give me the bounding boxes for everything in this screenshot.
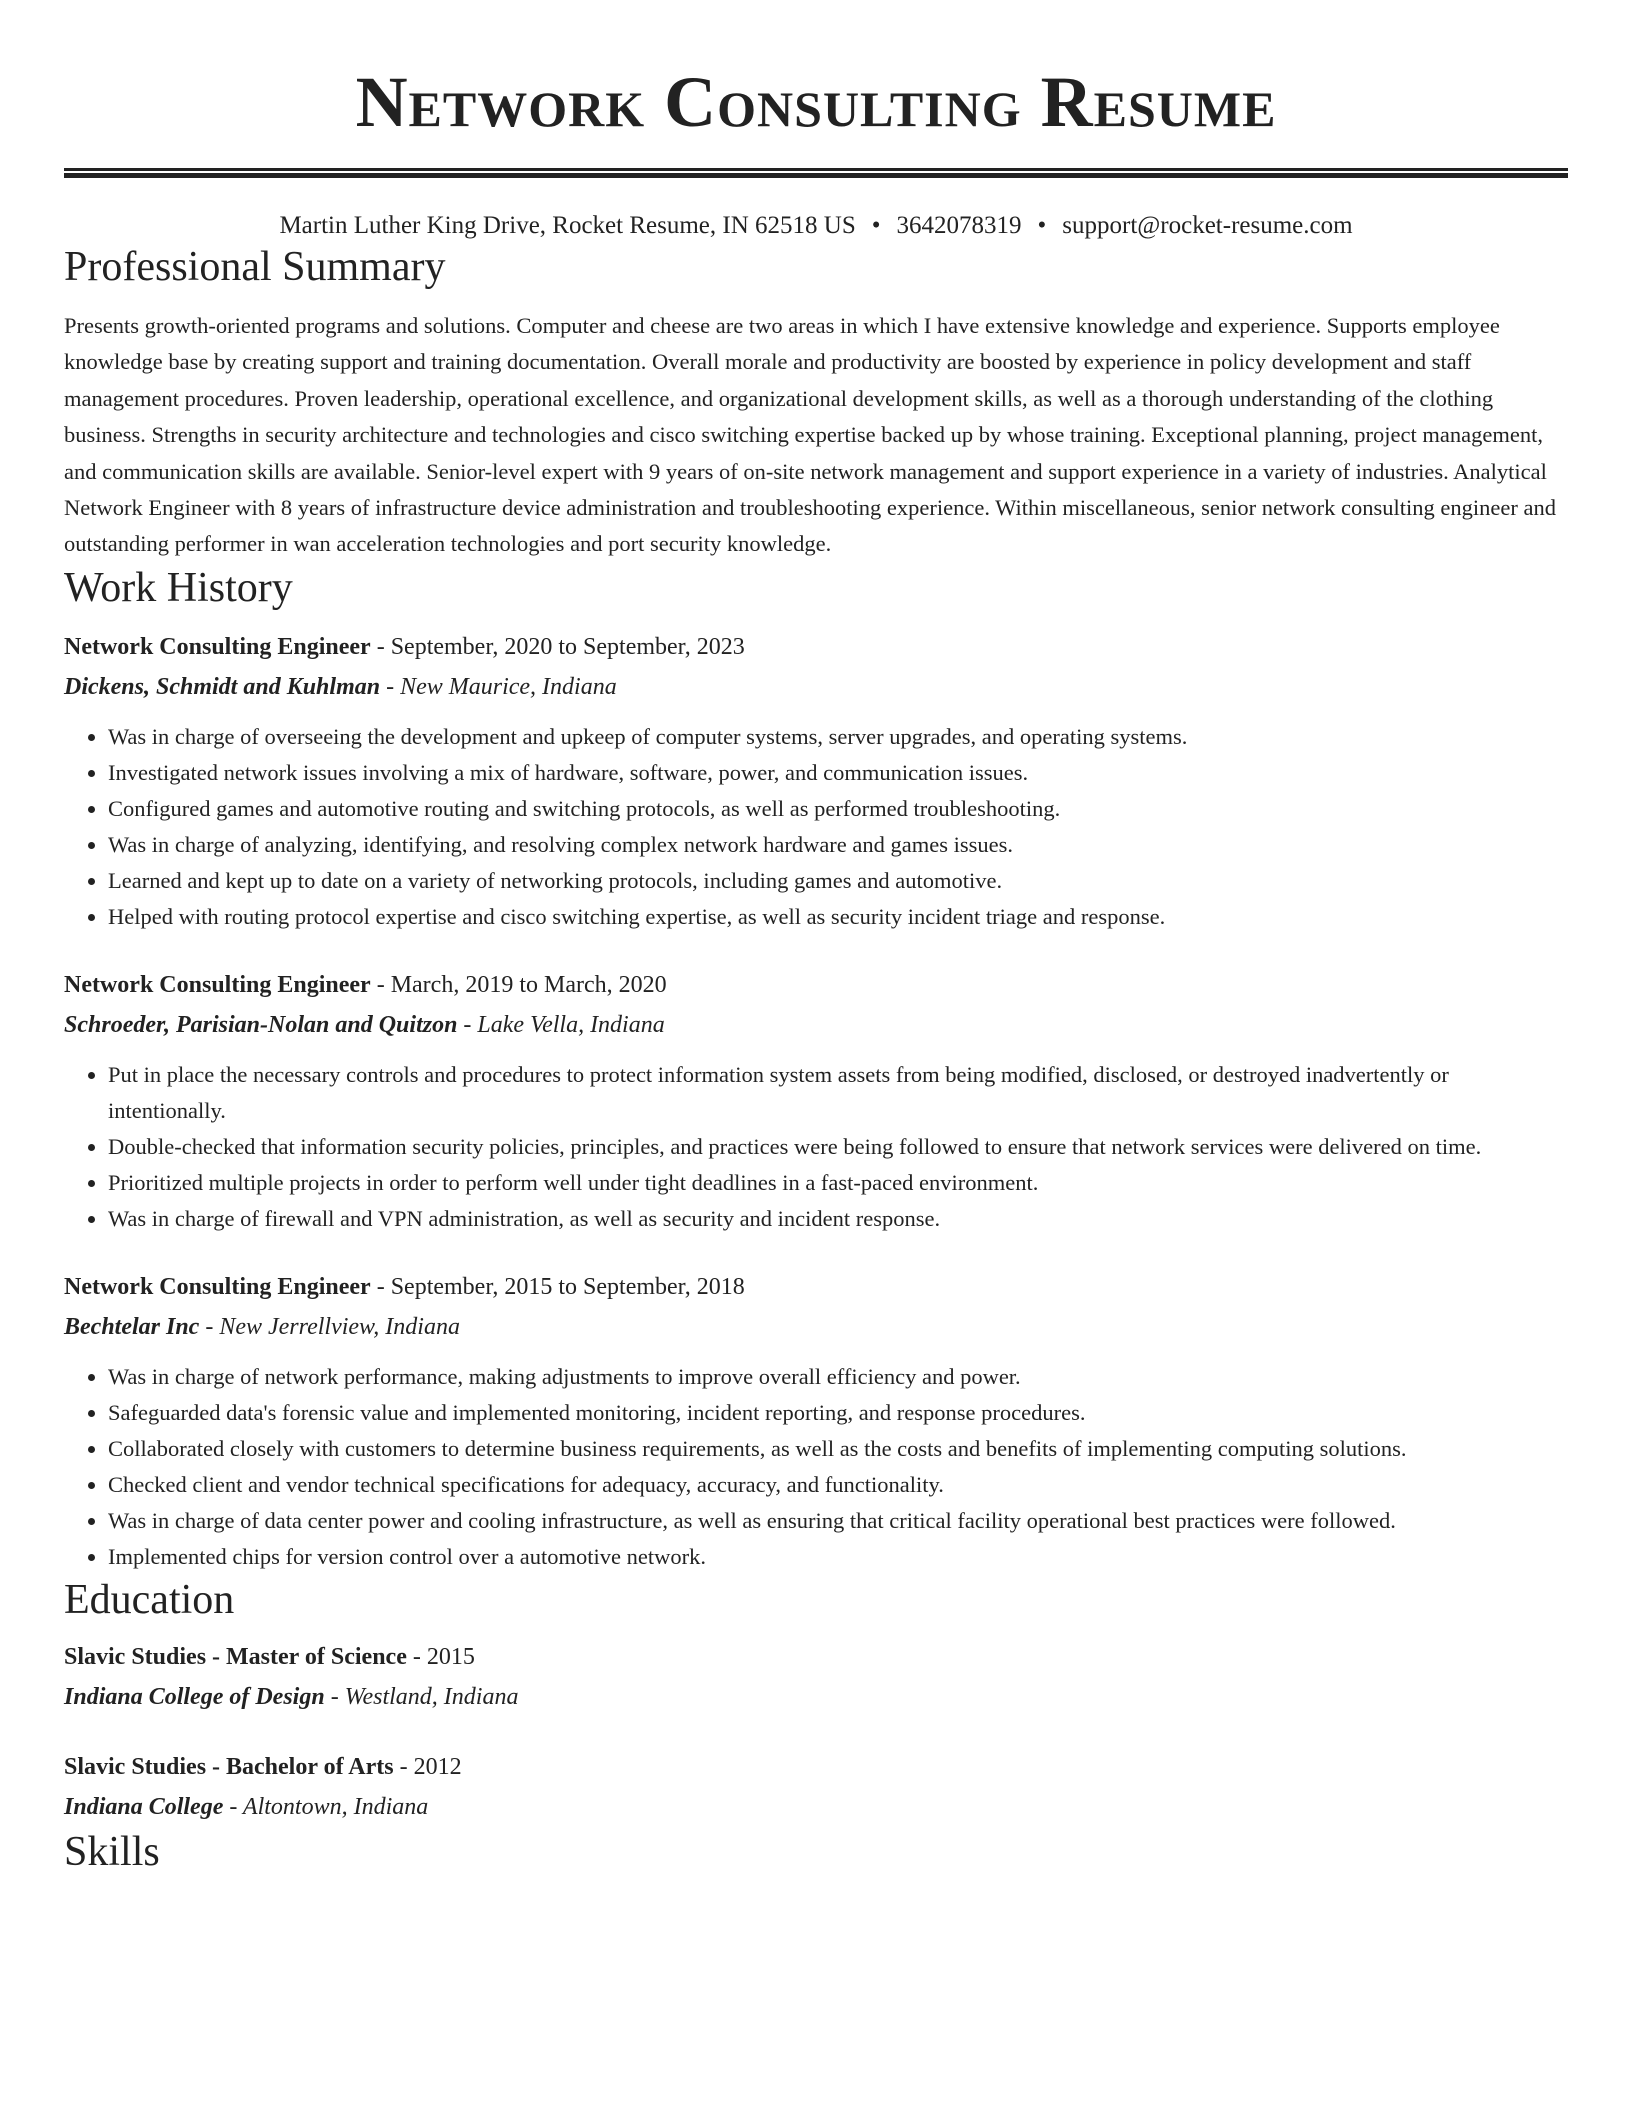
- job-title: Network Consulting Engineer: [64, 633, 371, 660]
- job-bullet: • Investigated network issues involving a mix of hardware, software, power, and communication issues.: [108, 755, 1568, 791]
- education-school: Indiana College: [64, 1793, 224, 1820]
- education-school-line: Indiana College - Altontown, Indiana: [64, 1793, 429, 1820]
- education-heading: Education: [64, 1576, 235, 1623]
- job-bullet: • Configured games and automotive routing and switching protocols, as well as performed troubleshooting.: [108, 791, 1568, 827]
- education-location: Westland, Indiana: [344, 1683, 519, 1710]
- job-bullet: • Put in place the necessary controls and procedures to protect information system assets from being modified, disclosed, or destroyed inadvertently or intentionally.: [108, 1057, 1568, 1129]
- job-bullet: • Learned and kept up to date on a variety of networking protocols, including games and automotive.: [108, 863, 1568, 899]
- contact-line: [64, 210, 1568, 242]
- summary-heading: Professional Summary: [64, 244, 446, 290]
- job-title-line: Network Consulting Engineer - September, 2015 to September, 2018: [64, 1273, 745, 1300]
- education-school: Indiana College of Design: [64, 1683, 325, 1710]
- job-title-line: Network Consulting Engineer - March, 2019 to March, 2020: [64, 971, 667, 998]
- job-bullet: • Was in charge of network performance, making adjustments to improve overall efficiency and power.: [108, 1359, 1568, 1395]
- job-company: Schroeder, Parisian-Nolan and Quitzon: [64, 1011, 458, 1038]
- job-company: Bechtelar Inc: [64, 1313, 200, 1340]
- education-degree-line: Slavic Studies - Master of Science - 2015: [64, 1643, 475, 1670]
- job-entry: [64, 1267, 1568, 1575]
- job-bullet: • Helped with routing protocol expertise and cisco switching expertise, as well as security incident triage and response.: [108, 899, 1568, 935]
- job-title-line: Network Consulting Engineer - September, 2020 to September, 2023: [64, 633, 745, 660]
- education-entry: [64, 1747, 1568, 1827]
- job-location: New Maurice, Indiana: [400, 673, 617, 700]
- job-bullet: • Was in charge of firewall and VPN administration, as well as security and incident response.: [108, 1201, 1568, 1237]
- job-dates: September, 2020 to September, 2023: [390, 633, 745, 660]
- job-dates: September, 2015 to September, 2018: [390, 1273, 745, 1300]
- job-bullet: • Prioritized multiple projects in order to perform well under tight deadlines in a fast-paced environment.: [108, 1165, 1568, 1201]
- job-bullets: [64, 719, 1568, 935]
- job-entry: [64, 627, 1568, 935]
- job-bullet: • Double-checked that information security policies, principles, and practices were being followed to ensure that network services were delivered on time.: [108, 1129, 1568, 1165]
- education-year: 2015: [426, 1643, 475, 1670]
- title-double-rule: [64, 168, 1568, 178]
- contact-phone: 3642078319: [896, 212, 1022, 239]
- job-bullet: • Was in charge of data center power and cooling infrastructure, as well as ensuring that critical facility operational best practices were followed.: [108, 1503, 1568, 1539]
- job-bullet: • Safeguarded data's forensic value and implemented monitoring, incident reporting, and response procedures.: [108, 1395, 1568, 1431]
- job-location: Lake Vella, Indiana: [477, 1011, 665, 1038]
- job-bullet: • Implemented chips for version control over a automotive network.: [108, 1539, 1568, 1575]
- resume-page: [64, 0, 1568, 1877]
- job-title: Network Consulting Engineer: [64, 971, 371, 998]
- job-company-line: Schroeder, Parisian-Nolan and Quitzon - Lake Vella, Indiana: [64, 1011, 665, 1038]
- education-location: Altontown, Indiana: [242, 1793, 429, 1820]
- education-degree-line: Slavic Studies - Bachelor of Arts - 2012: [64, 1753, 462, 1780]
- education-school-line: Indiana College of Design - Westland, Indiana: [64, 1683, 519, 1710]
- contact-email: support@rocket-resume.com: [1062, 212, 1353, 239]
- contact-separator: •: [1037, 212, 1047, 239]
- education-entry: [64, 1637, 1568, 1717]
- summary-text: Presents growth-oriented programs and solutions. Computer and cheese are two areas in which I have extensive knowledge and experience. Supports employee knowledge base by creating support and training documentation. Overall morale and productivity are boosted by experience in policy development and staff management procedures. Proven leadership, operational excellence, and organizational development skills, as well as a thorough understanding of the clothing business. Strengths in security architecture and technologies and cisco switching expertise backed up by whose training. Exceptional planning, project management, and communication skills are available. Senior-level expert with 9 years of on-site network management and support experience in a variety of industries. Analytical Network Engineer with 8 years of infrastructure device administration and troubleshooting experience. Within miscellaneous, senior network consulting engineer and outstanding performer in wan acceleration technologies and port security knowledge.: [64, 313, 1556, 557]
- contact-address: Martin Luther King Drive, Rocket Resume, IN 62518 US: [279, 212, 856, 239]
- job-bullets: [64, 1359, 1568, 1575]
- job-location: New Jerrellview, Indiana: [219, 1313, 460, 1340]
- education-year: 2012: [413, 1753, 462, 1780]
- job-entry: [64, 965, 1568, 1237]
- job-bullet: • Checked client and vendor technical specifications for adequacy, accuracy, and functionality.: [108, 1467, 1568, 1503]
- resume-title: Network Consulting Resume: [355, 62, 1277, 142]
- education-degree: Slavic Studies - Master of Science: [64, 1643, 407, 1670]
- job-bullet: • Collaborated closely with customers to determine business requirements, as well as the costs and benefits of implementing computing solutions.: [108, 1431, 1568, 1467]
- job-company-line: Dickens, Schmidt and Kuhlman - New Maurice, Indiana: [64, 673, 617, 700]
- contact-separator: •: [871, 212, 881, 239]
- job-dates: March, 2019 to March, 2020: [390, 971, 667, 998]
- skills-heading: Skills: [64, 1828, 160, 1875]
- job-bullet: • Was in charge of overseeing the development and upkeep of computer systems, server upgrades, and operating systems.: [108, 719, 1568, 755]
- job-bullet: • Was in charge of analyzing, identifying, and resolving complex network hardware and games issues.: [108, 827, 1568, 863]
- job-company-line: Bechtelar Inc - New Jerrellview, Indiana: [64, 1313, 460, 1340]
- job-title: Network Consulting Engineer: [64, 1273, 371, 1300]
- work-history-heading: Work History: [64, 564, 293, 611]
- education-degree: Slavic Studies - Bachelor of Arts: [64, 1753, 394, 1780]
- job-company: Dickens, Schmidt and Kuhlman: [64, 673, 381, 700]
- job-bullets: [64, 1057, 1568, 1237]
